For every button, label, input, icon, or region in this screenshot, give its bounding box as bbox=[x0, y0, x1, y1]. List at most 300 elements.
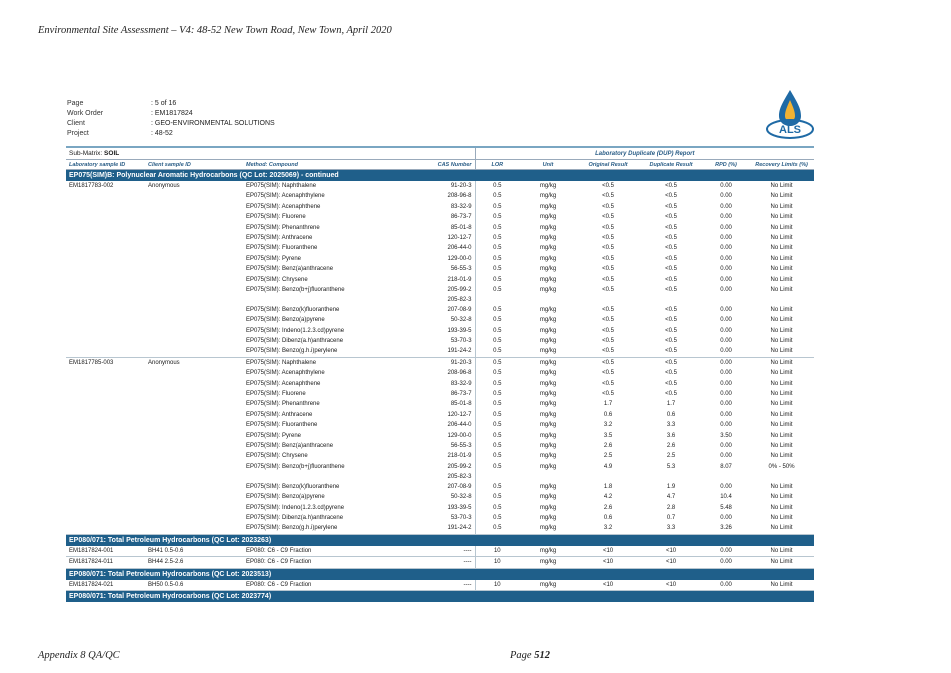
unit: mg/kg bbox=[539, 203, 557, 210]
table-row bbox=[66, 305, 814, 315]
table-row bbox=[66, 346, 814, 357]
compound: EP075(SIM): Benzo(k)fluoranthene bbox=[246, 483, 340, 490]
lab-sample-id bbox=[66, 223, 145, 233]
original-result: <0.5 bbox=[602, 224, 614, 231]
duplicate-result: 4.7 bbox=[666, 494, 676, 501]
client-sample-id bbox=[145, 379, 243, 389]
original-result: <10 bbox=[577, 557, 639, 568]
table-row bbox=[66, 441, 814, 451]
cas-number: 83-32-9 bbox=[450, 380, 472, 387]
duplicate-result: <0.5 bbox=[665, 266, 677, 273]
unit: mg/kg bbox=[539, 391, 557, 398]
lab-sample-id bbox=[66, 379, 145, 389]
unit: mg/kg bbox=[539, 317, 557, 324]
lor: 0.5 bbox=[475, 399, 519, 409]
rpd: 0.00 bbox=[720, 317, 732, 324]
lor: 0.5 bbox=[475, 503, 519, 513]
table-row bbox=[66, 399, 814, 409]
rpd: 0.00 bbox=[703, 346, 749, 357]
original-result: <0.5 bbox=[602, 317, 614, 324]
table-row bbox=[66, 379, 814, 389]
original-result: <0.5 bbox=[602, 234, 614, 241]
original-result: 3.5 bbox=[603, 432, 613, 439]
lab-sample-id bbox=[66, 399, 145, 409]
client-sample-id bbox=[145, 482, 243, 492]
section-header bbox=[66, 170, 814, 182]
lab-sample-id bbox=[66, 451, 145, 461]
table-row bbox=[66, 233, 814, 243]
compound: EP080: C6 - C9 Fraction bbox=[243, 546, 389, 557]
client-sample-id bbox=[145, 410, 243, 420]
lor: 10 bbox=[475, 546, 519, 557]
original-result: 3.2 bbox=[577, 523, 639, 534]
lor: 0.5 bbox=[475, 315, 519, 325]
duplicate-result: 0.7 bbox=[666, 514, 676, 521]
compound: EP075(SIM): Benzo(a)pyrene bbox=[246, 494, 325, 501]
lab-sample-id: EM1817824-021 bbox=[66, 580, 145, 591]
unit: mg/kg bbox=[539, 411, 557, 418]
original-result: 2.5 bbox=[603, 453, 613, 460]
lor: 0.5 bbox=[475, 212, 519, 222]
lor: 0.5 bbox=[475, 305, 519, 315]
duplicate-result: <10 bbox=[639, 557, 703, 568]
rpd: 0.00 bbox=[720, 276, 732, 283]
column-header: Client sample ID bbox=[145, 160, 243, 170]
table-row bbox=[66, 264, 814, 274]
cas-number: 206-44-0 bbox=[447, 245, 472, 252]
als-logo bbox=[764, 88, 816, 140]
client-sample-id: BH41 0.5-0.6 bbox=[145, 546, 243, 557]
column-header: Unit bbox=[519, 160, 577, 170]
duplicate-result: 2.6 bbox=[666, 442, 676, 449]
lor: 0.5 bbox=[475, 379, 519, 389]
client-sample-id bbox=[145, 191, 243, 201]
rpd: 0.00 bbox=[720, 306, 732, 313]
footer-appendix: Appendix 8 QA/QC bbox=[38, 650, 120, 661]
rpd: 0.00 bbox=[720, 245, 732, 252]
unit: mg/kg bbox=[539, 422, 557, 429]
duplicate-result: <10 bbox=[639, 580, 703, 591]
duplicate-result: <0.5 bbox=[665, 193, 677, 200]
client-sample-id bbox=[145, 368, 243, 378]
compound: EP075(SIM): Benzo(b+j)fluoranthene bbox=[246, 286, 345, 293]
cas-number: 208-96-8 bbox=[447, 193, 472, 200]
lor: 0.5 bbox=[475, 191, 519, 201]
table-row bbox=[66, 243, 814, 253]
compound: EP075(SIM): Chrysene bbox=[246, 276, 308, 283]
lab-sample-id bbox=[66, 346, 145, 357]
recovery-limits: No Limit bbox=[770, 214, 793, 221]
client-sample-id bbox=[145, 243, 243, 253]
meta-value: : 5 of 16 bbox=[151, 100, 177, 107]
compound: EP075(SIM): Acenaphthene bbox=[246, 203, 321, 210]
unit: mg/kg bbox=[539, 306, 557, 313]
unit: mg/kg bbox=[539, 276, 557, 283]
rpd: 3.50 bbox=[720, 432, 732, 439]
unit: mg/kg bbox=[519, 523, 577, 534]
table-row bbox=[66, 513, 814, 523]
rpd: 0.00 bbox=[720, 224, 732, 231]
lab-sample-id bbox=[66, 264, 145, 274]
cas-number: 206-44-0 bbox=[447, 422, 472, 429]
lab-sample-id bbox=[66, 410, 145, 420]
table-row bbox=[66, 492, 814, 502]
rpd: 10.4 bbox=[720, 494, 732, 501]
duplicate-result: <0.5 bbox=[665, 276, 677, 283]
client-sample-id bbox=[145, 254, 243, 264]
compound: EP075(SIM): Fluorene bbox=[246, 214, 306, 221]
client-sample-id bbox=[145, 202, 243, 212]
client-sample-id: BH44 2.5-2.6 bbox=[145, 557, 243, 568]
cas-number: 193-39-5 bbox=[447, 327, 472, 334]
client-sample-id bbox=[145, 503, 243, 513]
compound: EP075(SIM): Naphthalene bbox=[246, 183, 317, 189]
submatrix-row bbox=[66, 148, 814, 160]
client-sample-id bbox=[145, 420, 243, 430]
recovery-limits: No Limit bbox=[749, 580, 814, 591]
lab-sample-id: EM1817783-002 bbox=[69, 183, 114, 189]
rpd: 0.00 bbox=[720, 514, 732, 521]
unit: mg/kg bbox=[539, 483, 557, 490]
client-sample-id bbox=[145, 389, 243, 399]
table-row bbox=[66, 410, 814, 420]
original-result: 0.6 bbox=[603, 514, 613, 521]
rpd: 5.48 bbox=[720, 504, 732, 511]
unit: mg/kg bbox=[539, 234, 557, 241]
rpd: 0.00 bbox=[720, 234, 732, 241]
original-result: <0.5 bbox=[602, 370, 614, 377]
section-header bbox=[66, 534, 814, 546]
unit: mg/kg bbox=[539, 453, 557, 460]
cas-number: ---- bbox=[389, 557, 475, 568]
client-sample-id bbox=[145, 523, 243, 534]
lab-sample-id bbox=[66, 368, 145, 378]
unit: mg/kg bbox=[539, 359, 557, 366]
lab-sample-id bbox=[66, 462, 145, 482]
original-result: <0.5 bbox=[602, 214, 614, 221]
original-result: 0.6 bbox=[603, 411, 613, 418]
unit: mg/kg bbox=[539, 286, 557, 293]
original-result: <0.5 bbox=[602, 286, 614, 293]
duplicate-result: <0.5 bbox=[665, 255, 677, 262]
rpd: 0.00 bbox=[703, 580, 749, 591]
recovery-limits: No Limit bbox=[770, 317, 793, 324]
recovery-limits: No Limit bbox=[749, 546, 814, 557]
recovery-limits: No Limit bbox=[770, 266, 793, 273]
recovery-limits: No Limit bbox=[770, 483, 793, 490]
lab-sample-id bbox=[66, 315, 145, 325]
compound: EP075(SIM): Benzo(k)fluoranthene bbox=[246, 306, 340, 313]
lor: 0.5 bbox=[475, 181, 519, 191]
original-result: 2.6 bbox=[603, 442, 613, 449]
compound: EP075(SIM): Dibenz(a.h)anthracene bbox=[246, 514, 344, 521]
cas-number: 56-55-3 bbox=[450, 442, 472, 449]
rpd: 0.00 bbox=[720, 370, 732, 377]
cas-number: 191-24-2 bbox=[389, 346, 475, 357]
lor: 0.5 bbox=[475, 482, 519, 492]
lab-sample-id bbox=[66, 389, 145, 399]
duplicate-result: 5.3 bbox=[666, 463, 676, 470]
table-row bbox=[66, 431, 814, 441]
original-result: 4.2 bbox=[603, 494, 613, 501]
meta-label: Project bbox=[67, 130, 89, 137]
recovery-limits: No Limit bbox=[749, 523, 814, 534]
recovery-limits: No Limit bbox=[770, 245, 793, 252]
footer-page-number bbox=[510, 650, 550, 661]
compound: EP075(SIM): Indeno(1.2.3.cd)pyrene bbox=[246, 327, 345, 334]
unit: mg/kg bbox=[539, 245, 557, 252]
meta-row bbox=[67, 99, 275, 109]
table-row bbox=[66, 326, 814, 336]
lor: 0.5 bbox=[475, 223, 519, 233]
lor: 0.5 bbox=[475, 275, 519, 285]
meta-label: Work Order bbox=[67, 110, 104, 117]
compound: EP075(SIM): Benzo(g.h.i)perylene bbox=[243, 523, 389, 534]
lor: 0.5 bbox=[475, 523, 519, 534]
duplicate-result: 1.7 bbox=[666, 401, 676, 408]
table-row bbox=[66, 546, 814, 557]
duplicate-result: <0.5 bbox=[665, 391, 677, 398]
cas-number: ---- bbox=[389, 546, 475, 557]
lab-sample-id bbox=[66, 523, 145, 534]
cas-number: 56-55-3 bbox=[450, 266, 472, 273]
duplicate-result: <0.5 bbox=[665, 306, 677, 313]
recovery-limits: No Limit bbox=[770, 203, 793, 210]
compound: EP075(SIM): Naphthalene bbox=[246, 359, 317, 366]
recovery-limits: No Limit bbox=[770, 255, 793, 262]
als-logo-text: ALS bbox=[779, 124, 801, 136]
rpd: 0.00 bbox=[720, 255, 732, 262]
original-result: 4.9 bbox=[603, 463, 613, 470]
page-header: Environmental Site Assessment – V4: 48-52 New Town Road, New Town, April 2020 bbox=[38, 25, 392, 36]
unit: mg/kg bbox=[539, 380, 557, 387]
rpd: 0.00 bbox=[720, 338, 732, 345]
lab-sample-id bbox=[66, 191, 145, 201]
lor: 0.5 bbox=[475, 202, 519, 212]
original-result: <0.5 bbox=[577, 346, 639, 357]
duplicate-result: <0.5 bbox=[665, 214, 677, 221]
compound: EP080: C6 - C9 Fraction bbox=[243, 557, 389, 568]
rpd: 8.07 bbox=[720, 463, 732, 470]
meta-value: : 48-52 bbox=[151, 130, 173, 137]
cas-number: 50-32-8 bbox=[450, 317, 472, 324]
table-row bbox=[66, 254, 814, 264]
table-row bbox=[66, 336, 814, 346]
meta-row bbox=[67, 129, 275, 139]
section-title: EP075(SIM)B: Polynuclear Aromatic Hydrocarbons (QC Lot: 2025069) - continued bbox=[66, 170, 814, 182]
cas-number: 205-99-2 205-82-3 bbox=[447, 286, 472, 303]
column-header-row bbox=[66, 160, 814, 170]
report-meta bbox=[67, 99, 275, 139]
rpd: 0.00 bbox=[720, 401, 732, 408]
rpd: 0.00 bbox=[720, 380, 732, 387]
meta-row bbox=[67, 119, 275, 129]
cas-number: 207-08-9 bbox=[447, 306, 472, 313]
duplicate-result: <0.5 bbox=[665, 359, 677, 366]
recovery-limits: No Limit bbox=[770, 401, 793, 408]
client-sample-id bbox=[145, 346, 243, 357]
cas-number: 193-39-5 bbox=[447, 504, 472, 511]
lor: 0.5 bbox=[475, 233, 519, 243]
lor: 0.5 bbox=[475, 492, 519, 502]
lor: 0.5 bbox=[475, 264, 519, 274]
client-sample-id bbox=[145, 431, 243, 441]
lab-sample-id bbox=[66, 285, 145, 305]
column-header: Laboratory sample ID bbox=[66, 160, 145, 170]
original-result: <0.5 bbox=[602, 193, 614, 200]
compound: EP075(SIM): Acenaphthylene bbox=[246, 370, 325, 377]
lab-sample-id bbox=[66, 513, 145, 523]
recovery-limits: No Limit bbox=[770, 370, 793, 377]
unit: mg/kg bbox=[539, 327, 557, 334]
recovery-limits: No Limit bbox=[770, 514, 793, 521]
lab-sample-id bbox=[66, 420, 145, 430]
table-row bbox=[66, 523, 814, 534]
client-sample-id: Anonymous bbox=[148, 359, 180, 366]
table-row bbox=[66, 482, 814, 492]
meta-label: Client bbox=[67, 120, 85, 127]
footer-page-prefix: Page bbox=[510, 650, 535, 661]
recovery-limits: No Limit bbox=[770, 193, 793, 200]
unit: mg/kg bbox=[539, 504, 557, 511]
lab-sample-id bbox=[66, 212, 145, 222]
rpd: 0.00 bbox=[703, 546, 749, 557]
client-sample-id bbox=[145, 462, 243, 482]
lor: 0.5 bbox=[475, 346, 519, 357]
original-result: <10 bbox=[577, 580, 639, 591]
lor: 0.5 bbox=[475, 254, 519, 264]
cas-number: 50-32-8 bbox=[450, 494, 472, 501]
lab-sample-id bbox=[66, 202, 145, 212]
recovery-limits: No Limit bbox=[770, 276, 793, 283]
cas-number: 85-01-8 bbox=[450, 401, 472, 408]
cas-number: 91-20-3 bbox=[450, 183, 472, 189]
compound: EP075(SIM): Benz(a)anthracene bbox=[246, 266, 334, 273]
unit: mg/kg bbox=[539, 370, 557, 377]
meta-value: : GEO-ENVIRONMENTAL SOLUTIONS bbox=[151, 120, 275, 127]
cas-number: 207-08-9 bbox=[447, 483, 472, 490]
recovery-limits: No Limit bbox=[770, 494, 793, 501]
recovery-limits: No Limit bbox=[770, 504, 793, 511]
compound: EP075(SIM): Benzo(b+j)fluoranthene bbox=[246, 463, 345, 470]
lor: 10 bbox=[475, 580, 519, 591]
meta-label: Page bbox=[67, 100, 84, 107]
table-row bbox=[66, 202, 814, 212]
unit: mg/kg bbox=[539, 255, 557, 262]
lab-sample-id: EM1817824-011 bbox=[66, 557, 145, 568]
rpd: 0.00 bbox=[720, 442, 732, 449]
original-result: 1.7 bbox=[603, 401, 613, 408]
rpd: 0.00 bbox=[720, 453, 732, 460]
recovery-limits: No Limit bbox=[770, 224, 793, 231]
lor: 10 bbox=[475, 557, 519, 568]
compound: EP075(SIM): Acenaphthene bbox=[246, 380, 321, 387]
compound: EP075(SIM): Phenanthrene bbox=[246, 224, 320, 231]
section-header bbox=[66, 568, 814, 580]
client-sample-id bbox=[145, 451, 243, 461]
duplicate-result: <0.5 bbox=[639, 346, 703, 357]
table-row bbox=[66, 368, 814, 378]
table-row bbox=[66, 580, 814, 591]
recovery-limits: No Limit bbox=[770, 411, 793, 418]
table-row bbox=[66, 420, 814, 430]
rpd: 0.00 bbox=[703, 557, 749, 568]
recovery-limits: No Limit bbox=[770, 391, 793, 398]
recovery-limits: No Limit bbox=[770, 422, 793, 429]
footer-page-value: 512 bbox=[534, 650, 550, 661]
compound: EP075(SIM): Phenanthrene bbox=[246, 401, 320, 408]
duplicate-result: <0.5 bbox=[665, 245, 677, 252]
client-sample-id: Anonymous bbox=[148, 183, 180, 189]
unit: mg/kg bbox=[519, 346, 577, 357]
recovery-limits: 0% - 50% bbox=[768, 463, 795, 470]
lor: 0.5 bbox=[475, 336, 519, 346]
client-sample-id bbox=[145, 285, 243, 305]
section-title: EP080/071: Total Petroleum Hydrocarbons (QC Lot: 2023513) bbox=[66, 568, 814, 580]
duplicate-result: 0.6 bbox=[666, 411, 676, 418]
compound: EP075(SIM): Acenaphthylene bbox=[246, 193, 325, 200]
client-sample-id: BH50 0.5-0.6 bbox=[145, 580, 243, 591]
cas-number: 191-24-2 bbox=[389, 523, 475, 534]
cas-number: ---- bbox=[389, 580, 475, 591]
table-row bbox=[66, 503, 814, 513]
unit: mg/kg bbox=[539, 494, 557, 501]
cas-number: 218-01-9 bbox=[447, 276, 472, 283]
submatrix-label: Sub-Matrix: bbox=[69, 150, 105, 157]
client-sample-id bbox=[145, 513, 243, 523]
lab-sample-id bbox=[66, 275, 145, 285]
table-row bbox=[66, 285, 814, 305]
recovery-limits: No Limit bbox=[770, 327, 793, 334]
lab-sample-id bbox=[66, 431, 145, 441]
rpd: 0.00 bbox=[720, 327, 732, 334]
table-row bbox=[66, 212, 814, 222]
table-row bbox=[66, 315, 814, 325]
duplicate-result: 1.9 bbox=[666, 483, 676, 490]
recovery-limits: No Limit bbox=[770, 432, 793, 439]
unit: mg/kg bbox=[539, 442, 557, 449]
client-sample-id bbox=[145, 441, 243, 451]
dup-report-title: Laboratory Duplicate (DUP) Report bbox=[475, 148, 814, 160]
table-row bbox=[66, 191, 814, 201]
duplicate-result: <0.5 bbox=[665, 338, 677, 345]
client-sample-id bbox=[145, 223, 243, 233]
recovery-limits: No Limit bbox=[770, 442, 793, 449]
duplicate-result: <0.5 bbox=[665, 370, 677, 377]
rpd: 0.00 bbox=[720, 266, 732, 273]
recovery-limits: No Limit bbox=[770, 338, 793, 345]
compound: EP075(SIM): Fluorene bbox=[246, 391, 306, 398]
client-sample-id bbox=[145, 275, 243, 285]
recovery-limits: No Limit bbox=[770, 306, 793, 313]
recovery-limits: No Limit bbox=[770, 453, 793, 460]
column-header: Duplicate Result bbox=[639, 160, 703, 170]
duplicate-result: 3.6 bbox=[666, 432, 676, 439]
compound: EP075(SIM): Pyrene bbox=[246, 432, 302, 439]
duplicate-result: 3.3 bbox=[639, 523, 703, 534]
client-sample-id bbox=[145, 336, 243, 346]
column-header: CAS Number bbox=[389, 160, 475, 170]
lor: 0.5 bbox=[475, 513, 519, 523]
original-result: <0.5 bbox=[602, 338, 614, 345]
cas-number: 120-12-7 bbox=[447, 411, 472, 418]
original-result: 1.8 bbox=[603, 483, 613, 490]
compound: EP075(SIM): Pyrene bbox=[246, 255, 302, 262]
unit: mg/kg bbox=[539, 193, 557, 200]
recovery-limits: No Limit bbox=[749, 557, 814, 568]
original-result: <10 bbox=[577, 546, 639, 557]
unit: mg/kg bbox=[539, 266, 557, 273]
